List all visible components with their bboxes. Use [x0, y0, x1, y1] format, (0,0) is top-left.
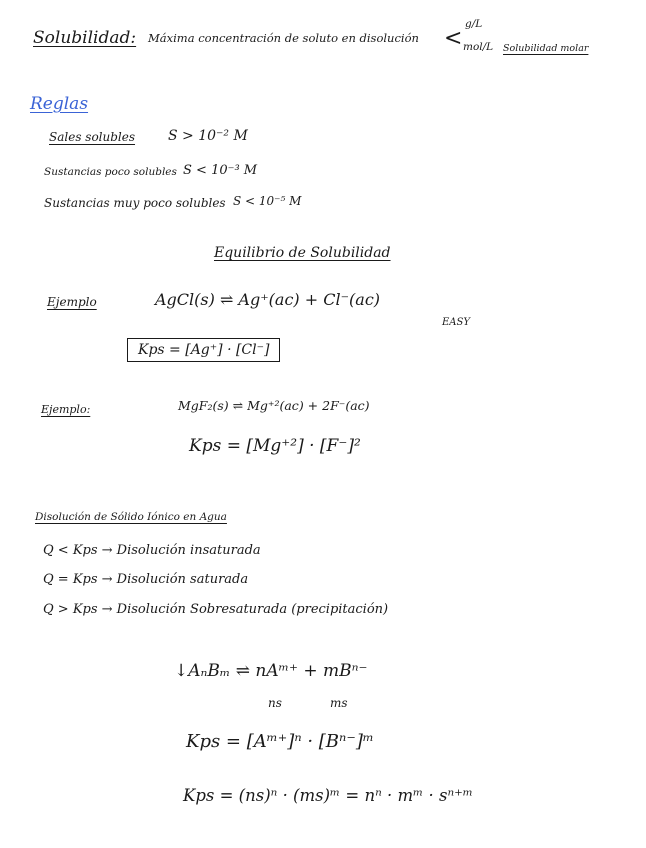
case-saturated: Q = Kps → Disolución saturada [43, 572, 249, 587]
dissolution-heading: Disolución de Sólido Iónico en Agua [35, 511, 227, 523]
example-2-label: Ejemplo: [41, 403, 91, 416]
unit-grams-per-liter: g/L [465, 18, 483, 30]
rule-2-condition: S < 10⁻³ M [183, 163, 258, 178]
general-kps-concentrations: Kps = [Aᵐ⁺]ⁿ · [Bⁿ⁻]ᵐ [186, 731, 374, 752]
example-2-reaction: MgF₂(s) ⇌ Mg⁺²(ac) + 2F⁻(ac) [178, 398, 370, 413]
example-2-kps: Kps = [Mg⁺²] · [F⁻]² [189, 436, 361, 456]
equilibrium-heading: Equilibrio de Solubilidad [214, 245, 391, 261]
general-reaction: ↓AₙBₘ ⇌ nAᵐ⁺ + mBⁿ⁻ [174, 661, 368, 681]
side-note: EASY [442, 317, 470, 328]
rules-heading: Reglas [30, 94, 89, 114]
case-unsaturated: Q < Kps → Disolución insaturada [43, 543, 261, 558]
rule-1-label: Sales solubles [49, 130, 136, 144]
solubility-definition: Máxima concentración de soluto en disolución [148, 31, 419, 45]
general-kps-solubility: Kps = (ns)ⁿ · (ms)ᵐ = nⁿ · mᵐ · sⁿ⁺ᵐ [183, 786, 474, 805]
case-supersaturated: Q > Kps → Disolución Sobresaturada (precipitación) [43, 602, 389, 617]
rule-3-condition: S < 10⁻⁵ M [233, 194, 302, 208]
rule-3-label: Sustancias muy poco solubles [44, 196, 226, 210]
stoich-ms: ms [330, 696, 348, 710]
unit-mol-per-liter: mol/L [463, 41, 494, 53]
molar-solubility-label: Solubilidad molar [503, 43, 589, 54]
example-1-kps-box: Kps = [Ag⁺] · [Cl⁻] [127, 338, 280, 362]
stoich-ns: ns [268, 696, 282, 710]
page-title: Solubilidad: [33, 28, 137, 48]
example-1-label: Ejemplo [47, 295, 97, 309]
rule-2-label: Sustancias poco solubles [44, 166, 177, 178]
rule-1-condition: S > 10⁻² M [168, 128, 248, 144]
brace-symbol: < [444, 26, 463, 51]
example-1-reaction: AgCl(s) ⇌ Ag⁺(ac) + Cl⁻(ac) [155, 290, 381, 309]
